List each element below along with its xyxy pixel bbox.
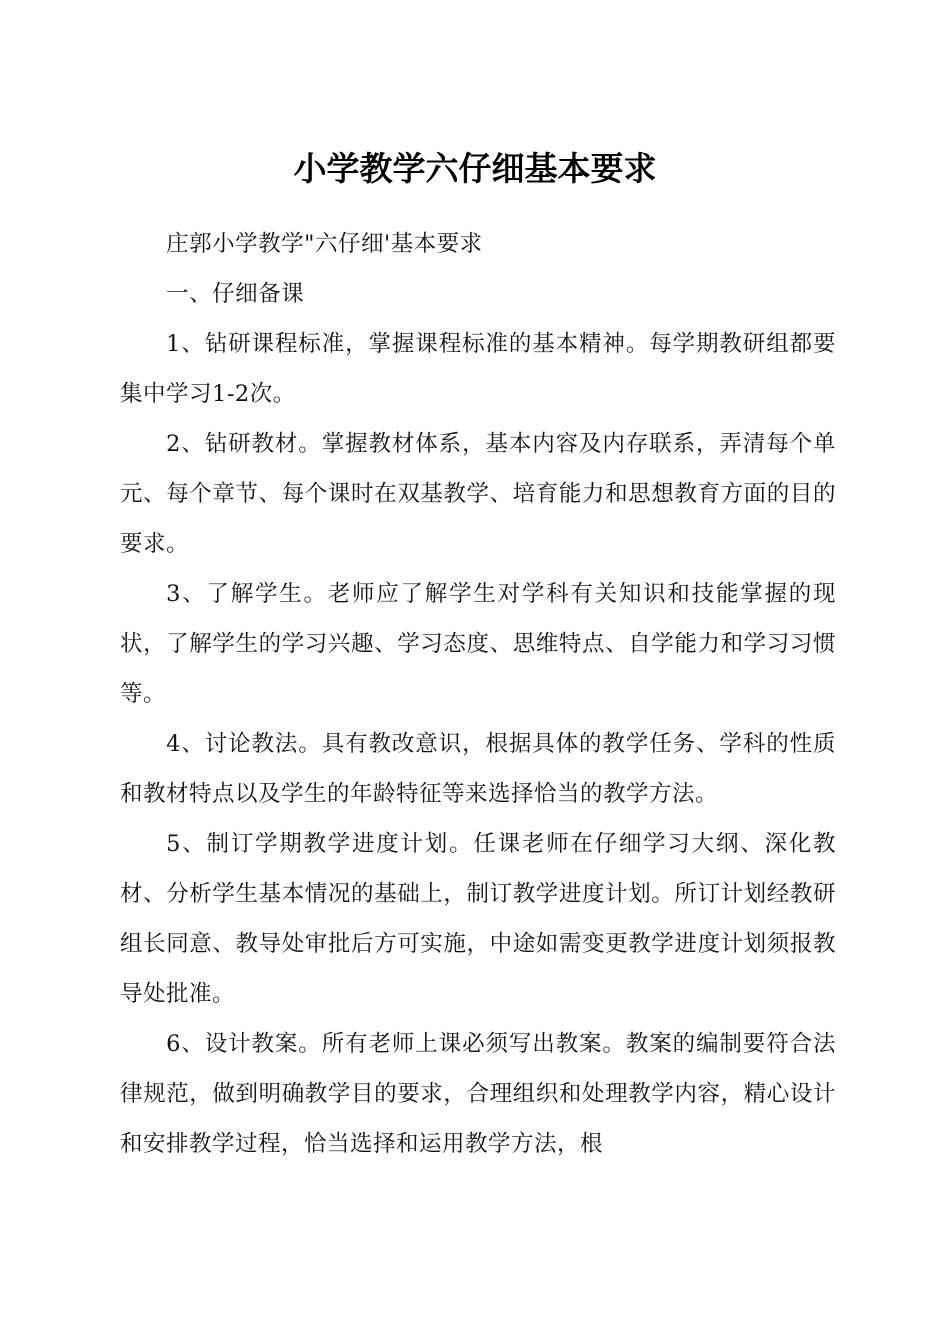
document-title: 小学教学六仔细基本要求	[293, 149, 657, 188]
paragraph-2: 2、钻研教材。掌握教材体系，基本内容及内存联系，弄清每个单元、每个章节、每个课时在双基教学、培育能力和思想教育方面的目的要求。	[120, 431, 836, 557]
paragraph-1: 1、钻研课程标准，掌握课程标准的基本精神。每学期教研组都要集中学习1-2次。	[120, 331, 836, 407]
subtitle-paragraph: 庄郭小学教学"六仔细'基本要求	[166, 231, 483, 257]
document-body	[120, 219, 836, 1169]
paragraph-5: 5、制订学期教学进度计划。任课老师在仔细学习大纲、深化教材、分析学生基本情况的基础上，制订教学进度计划。所订计划经教研组长同意、教导处审批后方可实施，中途如需变更教学进度计划须报教导处批准。	[120, 831, 836, 1007]
paragraph-4: 4、讨论教法。具有教改意识，根据具体的教学任务、学科的性质和教材特点以及学生的年龄特征等来选择恰当的教学方法。	[120, 731, 836, 807]
section-heading: 一、仔细备课	[166, 281, 305, 307]
paragraph-3: 3、了解学生。老师应了解学生对学科有关知识和技能掌握的现状，了解学生的学习兴趣、学习态度、思维特点、自学能力和学习习惯等。	[120, 581, 836, 707]
paragraph-6: 6、设计教案。所有老师上课必须写出教案。教案的编制要符合法律规范，做到明确教学目的要求，合理组织和处理教学内容，精心设计和安排教学过程，恰当选择和运用教学方法，根	[120, 1031, 836, 1157]
